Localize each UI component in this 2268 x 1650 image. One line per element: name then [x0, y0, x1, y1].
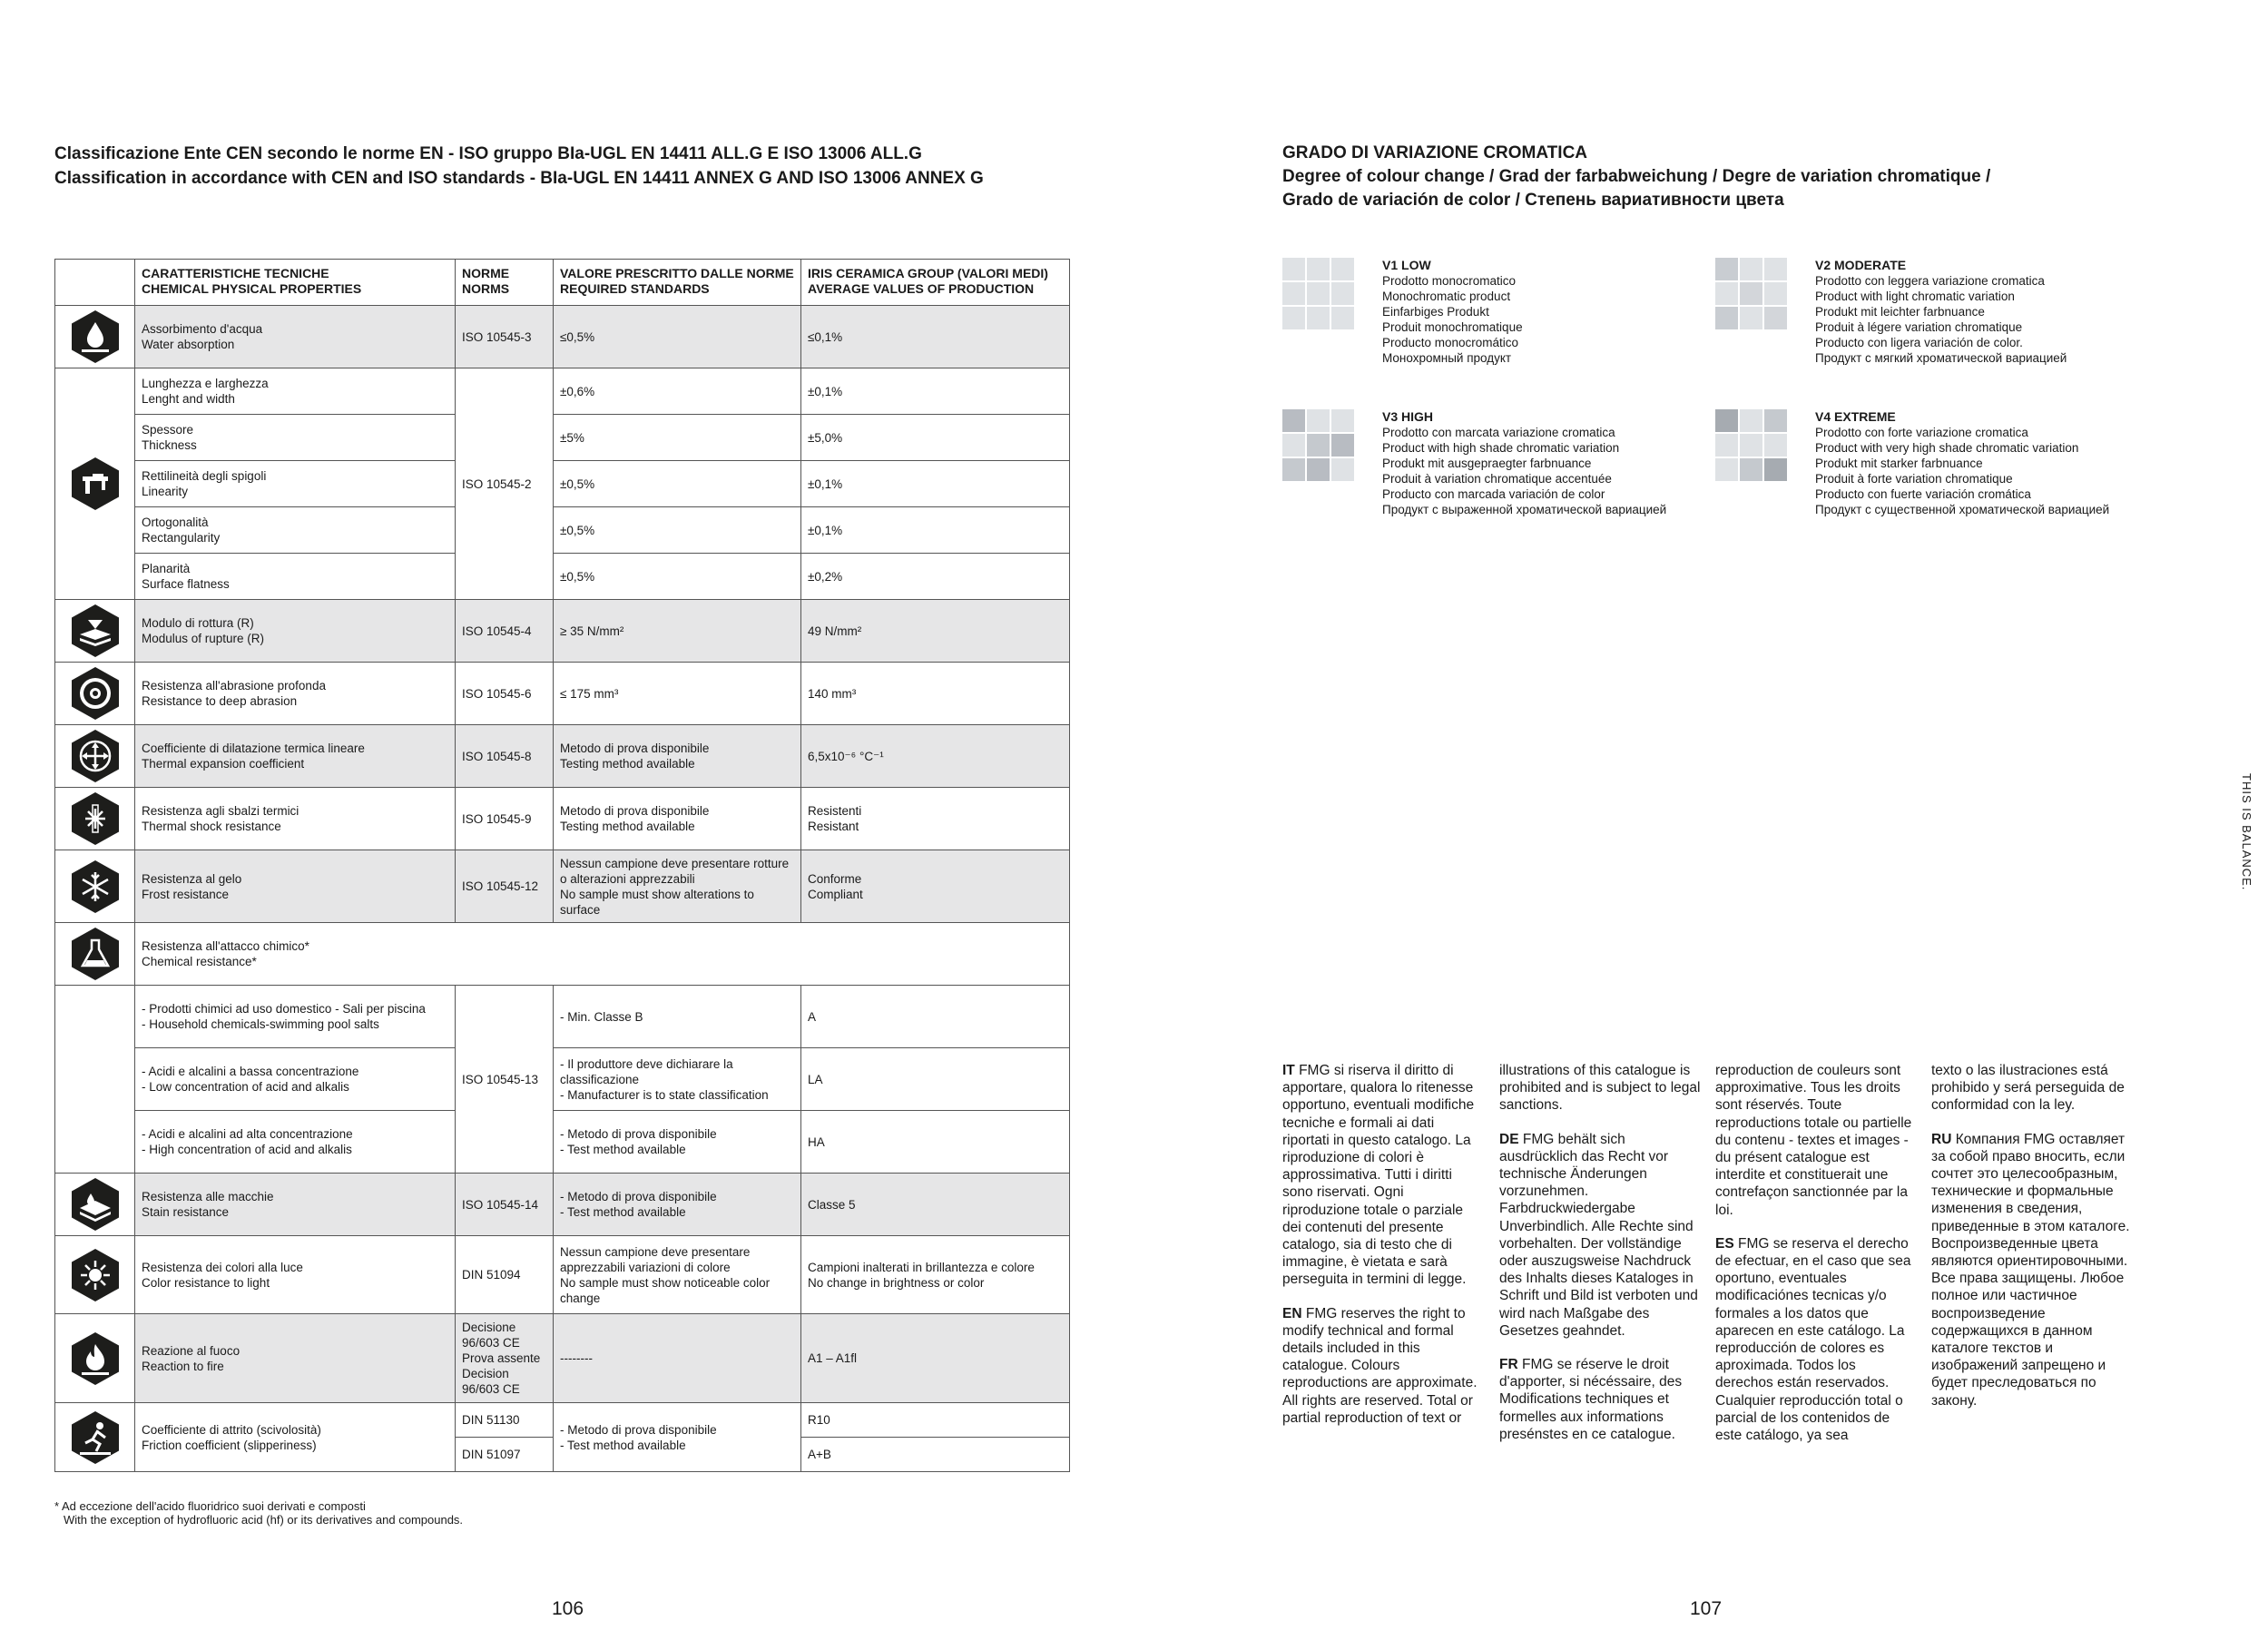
fire-required: --------: [554, 1314, 801, 1403]
light-required: Nessun campione deve presentare apprezzabili variazioni di colore No sample must show noticeable color change: [554, 1236, 801, 1314]
water-label: Assorbimento d'acqua Water absorption: [135, 306, 456, 368]
v3-title: V3 HIGH: [1382, 409, 1434, 424]
friction-value-1: R10: [801, 1403, 1070, 1438]
title-en: Classification in accordance with CEN and ISO standards - BIa-UGL EN 14411 ANNEX G AND ISO 13006 ANNEX G: [54, 169, 984, 188]
page-number-left: 106: [552, 1598, 584, 1619]
frost-required: Nessun campione deve presentare rotture o alterazioni apprezzabili No sample must show alterations to surface: [554, 850, 801, 923]
legal-column-4: [1931, 1062, 2133, 1426]
linearity-label: Rettilineità degli spigoli Linearity: [135, 461, 456, 507]
variation-title: GRADO DI VARIAZIONE CROMATICA: [1282, 143, 1588, 162]
v2-description: Prodotto con leggera variazione cromatica Product with light chromatic variation Produkt mit leichter farbnuance Produit à légere variation chromatique Producto con ligera variación de color. Продукт с мягкий хроматической вариацией: [1815, 274, 2067, 365]
friction-norm-2: DIN 51097: [456, 1438, 554, 1472]
table-row: [55, 306, 1070, 368]
chem1-value: A: [801, 986, 1070, 1048]
variation-v2: [1715, 258, 2151, 385]
stain-icon: [71, 1177, 120, 1232]
abrasion-disc-icon: [71, 666, 120, 721]
footnote-it: * Ad eccezione dell'acido fluoridrico suoi derivati e composti: [54, 1499, 366, 1513]
v2-title: V2 MODERATE: [1815, 258, 1907, 272]
fire-label: Reazione al fuoco Reaction to fire: [135, 1314, 456, 1403]
variation-v1: [1282, 258, 1718, 385]
legal-es: ES FMG se reserva el derecho de efectuar, en el caso que sea oportuno, eventuales modificaciónes tecnicas y/o formales a los datos que aparecen en este catálogo. La reproducción de colores es aproximada. Todos los derechos están reservados. Cualquier reproducción total o parcial de los contenidos de este catálogo, ya sea: [1715, 1235, 1911, 1444]
side-slogan: THIS IS BALANCE.: [2240, 773, 2253, 891]
table-row: [55, 850, 1070, 923]
table-row: [55, 923, 1070, 986]
variation-v3: [1282, 409, 1718, 536]
fire-norm: Decisione 96/603 CE Prova assente Decision 96/603 CE: [456, 1314, 554, 1403]
thermal-shock-required: Metodo di prova disponibile Testing method available: [554, 788, 801, 850]
v1-title: V1 LOW: [1382, 258, 1431, 272]
legal-en-cont: illustrations of this catalogue is prohibited and is subject to legal sanctions.: [1499, 1063, 1701, 1114]
left-page-title: [54, 142, 1098, 191]
chem2-required: - Il produttore deve dichiarare la classificazione - Manufacturer is to state classification: [554, 1048, 801, 1111]
thermal-shock-value: Resistenti Resistant: [801, 788, 1070, 850]
thickness-label: Spessore Thickness: [135, 415, 456, 461]
water-norm: ISO 10545-3: [456, 306, 554, 368]
chemical-flask-icon: [71, 927, 120, 981]
header-required: VALORE PRESCRITTO DALLE NORME REQUIRED STANDARDS: [554, 260, 801, 306]
table-row: [55, 725, 1070, 788]
table-row: [55, 600, 1070, 663]
abrasion-label: Resistenza all'abrasione profonda Resistance to deep abrasion: [135, 663, 456, 725]
table-row: [55, 461, 1070, 507]
frost-value: Conforme Compliant: [801, 850, 1070, 923]
rectangularity-required: ±0,5%: [554, 507, 801, 554]
chemical-header-label: Resistenza all'attacco chimico* Chemical resistance*: [135, 923, 1070, 986]
thickness-required: ±5%: [554, 415, 801, 461]
friction-norm-1: DIN 51130: [456, 1403, 554, 1438]
abrasion-required: ≤ 175 mm³: [554, 663, 801, 725]
header-characteristics: CARATTERISTICHE TECNICHE CHEMICAL PHYSICAL PROPERTIES: [135, 260, 456, 306]
legal-it: IT FMG si riserva il diritto di apportare, qualora lo ritenesse opportuno, eventuali modifiche tecniche e formali ai dati riportati in questo catalogo. La riproduzione di colori è approssimativa. Tutti i diritti sono riservati. Ogni riproduzione totale o parziale dei contenuti del presente catalogo, sia di testo che di immagine, è vietata e sarà perseguita in termini di legge.: [1282, 1063, 1475, 1288]
thermal-shock-norm: ISO 10545-9: [456, 788, 554, 850]
sun-icon: [71, 1248, 120, 1302]
legal-column-3: [1715, 1062, 1917, 1460]
light-norm: DIN 51094: [456, 1236, 554, 1314]
footnote-en: With the exception of hydrofluoric acid (hf) or its derivatives and compounds.: [64, 1513, 464, 1527]
flatness-label: Planarità Surface flatness: [135, 554, 456, 600]
v1-swatches: [1282, 258, 1354, 329]
rupture-required: ≥ 35 N/mm²: [554, 600, 801, 663]
legal-fr-cont: reproduction de couleurs sont approximative. Tous les droits sont réservés. Toute reproductions totale ou partielle du contenu - textes et images - du présent catalogue est interdite et constituerait une contrefaçon sanctionnée par la loi.: [1715, 1063, 1912, 1218]
rupture-press-icon: [71, 604, 120, 658]
stain-norm: ISO 10545-14: [456, 1174, 554, 1236]
table-row: [55, 1314, 1070, 1403]
chem3-value: HA: [801, 1111, 1070, 1174]
footnote: [54, 1499, 463, 1527]
linearity-required: ±0,5%: [554, 461, 801, 507]
caliper-icon: [71, 457, 120, 511]
legal-column-2: [1499, 1062, 1701, 1459]
flatness-value: ±0,2%: [801, 554, 1070, 600]
thermal-exp-required: Metodo di prova disponibile Testing method available: [554, 725, 801, 788]
page-number-right: 107: [1690, 1598, 1723, 1619]
variation-subtitle-1: Degree of colour change / Grad der farbabweichung / Degre de variation chromatique /: [1282, 167, 1991, 186]
v4-title: V4 EXTREME: [1815, 409, 1896, 424]
technical-specs-table: [54, 259, 1070, 1472]
table-row: [55, 1403, 1070, 1438]
table-row: [55, 554, 1070, 600]
rupture-value: 49 N/mm²: [801, 600, 1070, 663]
rupture-norm: ISO 10545-4: [456, 600, 554, 663]
chem3-required: - Metodo di prova disponibile - Test method available: [554, 1111, 801, 1174]
v2-swatches: [1715, 258, 1787, 329]
chemical-norm: ISO 10545-13: [456, 986, 554, 1174]
friction-label: Coefficiente di attrito (scivolosità) Friction coefficient (slipperiness): [135, 1403, 456, 1472]
table-row: [55, 986, 1070, 1048]
thermal-exp-norm: ISO 10545-8: [456, 725, 554, 788]
chem2-value: LA: [801, 1048, 1070, 1111]
snowflake-icon: [71, 859, 120, 914]
rectangularity-value: ±0,1%: [801, 507, 1070, 554]
right-page-title: [1282, 142, 2099, 212]
length-required: ±0,6%: [554, 368, 801, 415]
light-value: Campioni inalterati in brillantezza e colore No change in brightness or color: [801, 1236, 1070, 1314]
frost-label: Resistenza al gelo Frost resistance: [135, 850, 456, 923]
stain-value: Classe 5: [801, 1174, 1070, 1236]
friction-required: - Metodo di prova disponibile - Test method available: [554, 1403, 801, 1472]
variation-subtitle-2: Grado de variación de color / Степень вариативности цвета: [1282, 191, 1784, 210]
table-row: [55, 368, 1070, 415]
stain-label: Resistenza alle macchie Stain resistance: [135, 1174, 456, 1236]
legal-column-1: [1282, 1062, 1484, 1443]
v3-swatches: [1282, 409, 1354, 481]
flatness-required: ±0,5%: [554, 554, 801, 600]
thermal-expansion-icon: [71, 729, 120, 783]
table-row: [55, 415, 1070, 461]
table-row: [55, 507, 1070, 554]
length-value: ±0,1%: [801, 368, 1070, 415]
thermal-exp-label: Coefficiente di dilatazione termica lineare Thermal expansion coefficient: [135, 725, 456, 788]
water-required: ≤0,5%: [554, 306, 801, 368]
dimensional-norm: ISO 10545-2: [456, 368, 554, 600]
thermal-exp-value: 6,5x10⁻⁶ °C⁻¹: [801, 725, 1070, 788]
variation-v4: [1715, 409, 2151, 536]
abrasion-norm: ISO 10545-6: [456, 663, 554, 725]
table-row: [55, 1236, 1070, 1314]
v3-description: Prodotto con marcata variazione cromatica Product with high shade chromatic variation Produkt mit ausgepraegter farbnuance Produit à variation chromatique accentuée Producto con marcada variación de color Продукт с выраженной хроматической вариацией: [1382, 426, 1667, 516]
rupture-label: Modulo di rottura (R) Modulus of rupture (R): [135, 600, 456, 663]
table-header-row: [55, 260, 1070, 306]
title-it: Classificazione Ente CEN secondo le norme EN - ISO gruppo BIa-UGL EN 14411 ALL.G E ISO 13006 ALL.G: [54, 144, 922, 163]
thermal-shock-label: Resistenza agli sbalzi termici Thermal shock resistance: [135, 788, 456, 850]
fire-value: A1 – A1fl: [801, 1314, 1070, 1403]
frost-norm: ISO 10545-12: [456, 850, 554, 923]
table-row: [55, 1174, 1070, 1236]
legal-en: EN FMG reserves the right to modify technical and formal details included in this catalogue. Colours reproductions are approximate. All rights are reserved. Total or partial reproduction of text or: [1282, 1305, 1478, 1426]
slip-person-icon: [71, 1410, 120, 1465]
water-value: ≤0,1%: [801, 306, 1070, 368]
v4-swatches: [1715, 409, 1787, 481]
v1-description: Prodotto monocromatico Monochromatic product Einfarbiges Produkt Produit monochromatique Producto monocromático Монохромный продукт: [1382, 274, 1523, 365]
table-row: [55, 1048, 1070, 1111]
v4-description: Prodotto con forte variazione cromatica Product with very high shade chromatic variation Produkt mit starker farbnuance Produit à forte variation chromatique Producto con fuerte variación cromática Продукт с существенной хроматической вариацией: [1815, 426, 2110, 516]
length-label: Lunghezza e larghezza Lenght and width: [135, 368, 456, 415]
table-row: [55, 788, 1070, 850]
abrasion-value: 140 mm³: [801, 663, 1070, 725]
header-norms: NORME NORMS: [456, 260, 554, 306]
legal-ru: RU Компания FMG оставляет за собой право вносить, если сочтет это целесообразным, технические и формальные изменения в сведения, приведенные в этом каталоге. Воспроизведенные цвета являются ориентировочными. Все права защищены. Любое полное или частичное воспроизведение содержащихся в данном каталоге текстов и изображений запрещено и будет преследоваться по закону.: [1931, 1131, 2130, 1409]
chem1-required: - Min. Classe B: [554, 986, 801, 1048]
table-row: [55, 1111, 1070, 1174]
stain-required: - Metodo di prova disponibile - Test method available: [554, 1174, 801, 1236]
rectangularity-label: Ortogonalità Rectangularity: [135, 507, 456, 554]
chem3-label: - Acidi e alcalini ad alta concentrazione - High concentration of acid and alkalis: [135, 1111, 456, 1174]
legal-es-cont: texto o las ilustraciones está prohibido y será perseguida de conformidad con la ley.: [1931, 1063, 2125, 1114]
fire-icon: [71, 1331, 120, 1386]
legal-fr: FR FMG se réserve le droit d'apporter, si nécéssaire, des Modifications techniques et formelles aux informations presénstes en ce catalogue.: [1499, 1357, 1683, 1442]
friction-value-2: A+B: [801, 1438, 1070, 1472]
table-row: [55, 663, 1070, 725]
linearity-value: ±0,1%: [801, 461, 1070, 507]
thickness-value: ±5,0%: [801, 415, 1070, 461]
thermal-shock-icon: [71, 791, 120, 846]
header-iris: IRIS CERAMICA GROUP (VALORI MEDI) AVERAGE VALUES OF PRODUCTION: [801, 260, 1070, 306]
chem1-label: - Prodotti chimici ad uso domestico - Sali per piscina - Household chemicals-swimming pool salts: [135, 986, 456, 1048]
light-label: Resistenza dei colori alla luce Color resistance to light: [135, 1236, 456, 1314]
water-drop-icon: [71, 309, 120, 364]
legal-de: DE FMG behält sich ausdrücklich das Recht vor technische Änderungen vorzunehmen. Farbdruckwiedergabe Unverbindlich. Alle Rechte sind vorbehalten. Der vollständige oder auszugsweise Nachdruck des Inhalts dieses Kataloges in Schrift und Bild ist verboten und wird nach Maßgabe des Gesetzes geahndet.: [1499, 1131, 1698, 1339]
chem2-label: - Acidi e alcalini a bassa concentrazione - Low concentration of acid and alkalis: [135, 1048, 456, 1111]
